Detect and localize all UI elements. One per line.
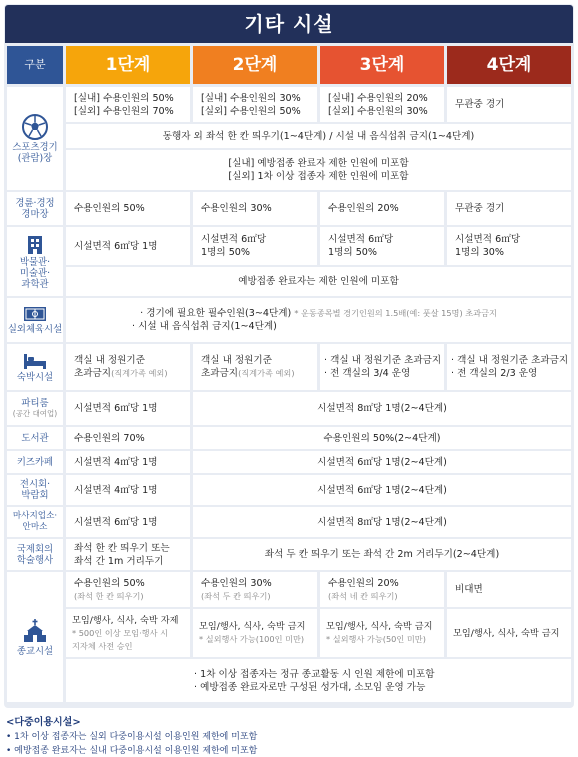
library-label: 도서관 [7, 427, 63, 449]
religion-stage2-capacity: 수용인원의 30% (좌석 두 칸 띄우기) [193, 572, 317, 607]
lodging-stage4: · 객실 내 정원기준 초과금지 · 전 객실의 2/3 운영 [447, 344, 571, 390]
header-stage-3: 3단계 [320, 46, 444, 84]
religion-stage4-capacity: 비대면 [447, 572, 571, 607]
library-stage2-4: 수용인원의 50%(2~4단계) [193, 427, 571, 449]
party-stage1: 시설면적 6㎡당 1명 [66, 392, 190, 425]
party-label: 파티룸 (공간 대여업) [7, 392, 63, 425]
exhibition-label: 전시회· 박람회 [7, 475, 63, 505]
museum-note: 예방접종 완료자는 제한 인원에 미포함 [66, 267, 571, 296]
religion-stage3-events: 모임/행사, 식사, 숙박 금지 * 실외행사 가능(50인 미만) [320, 609, 444, 657]
race-stage3: 수용인원의 20% [320, 192, 444, 225]
lodging-stage1: 객실 내 정원기준 초과금지(직계가족 예외) [66, 344, 190, 390]
indoor-sports-note: · 경기에 필요한 필수인원(3~4단계) * 운동종목별 경기인원의 1.5배(예: 풋살 15명) 초과금지 · 시설 내 음식섭취 금지(1~4단계) [66, 298, 571, 342]
sports-stage1: [실내] 수용인원의 50% [실외] 수용인원의 70% [66, 87, 190, 122]
sports-stage4: 무관중 경기 [447, 87, 571, 122]
sports-label [7, 87, 63, 190]
header-stage-1: 1단계 [66, 46, 190, 84]
exhibition-stage2-4: 시설면적 6㎡당 1명(2~4단계) [193, 475, 571, 505]
building-icon [24, 233, 46, 255]
sports-label-text: 스포츠경기 (관람)장 [12, 141, 58, 164]
kidscafe-stage1: 시설면적 4㎡당 1명 [66, 451, 190, 473]
race-stage2: 수용인원의 30% [193, 192, 317, 225]
sports-note-2: [실내] 예방접종 완료자 제한 인원에 미포함 [실외] 1차 이상 접종자 제한 인원에 미포함 [66, 150, 571, 190]
lodging-stage3: · 객실 내 정원기준 초과금지 · 전 객실의 3/4 운영 [320, 344, 444, 390]
massage-stage1: 시설면적 6㎡당 1명 [66, 507, 190, 537]
lodging-label: 숙박시설 [7, 344, 63, 390]
religion-stage2-events: 모임/행사, 식사, 숙박 금지 * 실외행사 가능(100인 미만) [193, 609, 317, 657]
kidscafe-stage2-4: 시설면적 6㎡당 1명(2~4단계) [193, 451, 571, 473]
sports-stage2: [실내] 수용인원의 30% [실외] 수용인원의 50% [193, 87, 317, 122]
indoor-sports-label: 실외체육시설 [7, 298, 63, 342]
conference-stage1: 좌석 한 칸 띄우기 또는 좌석 간 1m 거리두기 [66, 539, 190, 570]
religion-stage4-events: 모임/행사, 식사, 숙박 금지 [447, 609, 571, 657]
kidscafe-label: 키즈카페 [7, 451, 63, 473]
religion-stage3-capacity: 수용인원의 20% (좌석 네 칸 띄우기) [320, 572, 444, 607]
religion-stage1-events: 모임/행사, 식사, 숙박 자제 * 500인 이상 모임·행사 시 지자체 사전 승인 [66, 609, 190, 657]
religion-stage1-capacity: 수용인원의 50% (좌석 한 칸 띄우기) [66, 572, 190, 607]
footer-heading: <다중이용시설> [6, 717, 81, 728]
conference-stage2-4: 좌석 두 칸 띄우기 또는 좌석 간 2m 거리두기(2~4단계) [193, 539, 571, 570]
museum-stage1: 시설면적 6㎡당 1명 [66, 227, 190, 265]
museum-stage4: 시설면적 6㎡당 1명의 30% [447, 227, 571, 265]
footer-item-2: • 예방접종 완료자는 실내 다중이용시설 이용인원 제한에 미포함 [6, 746, 258, 756]
race-label: 경륜·경정 경마장 [7, 192, 63, 225]
museum-stage2: 시설면적 6㎡당 1명의 50% [193, 227, 317, 265]
sports-note-1: 동행자 외 좌석 한 칸 띄우기(1~4단계) / 시설 내 음식섭취 금지(1~4단계) [66, 124, 571, 148]
race-stage4: 무관중 경기 [447, 192, 571, 225]
page-title: 기타 시설 [5, 5, 573, 43]
header-stage-4: 4단계 [447, 46, 571, 84]
party-stage2-4: 시설면적 8㎡당 1명(2~4단계) [193, 392, 571, 425]
conference-label: 국제회의 학술행사 [7, 539, 63, 570]
header-gubun: 구분 [7, 46, 63, 84]
massage-stage2-4: 시설면적 8㎡당 1명(2~4단계) [193, 507, 571, 537]
museum-stage3: 시설면적 6㎡당 1명의 50% [320, 227, 444, 265]
sports-stage3: [실내] 수용인원의 20% [실외] 수용인원의 30% [320, 87, 444, 122]
lodging-stage2: 객실 내 정원기준 초과금지(직계가족 예외) [193, 344, 317, 390]
footer-item-1: • 1차 이상 접종자는 실외 다중이용시설 이용인원 제한에 미포함 [6, 732, 258, 742]
header-stage-2: 2단계 [193, 46, 317, 84]
bed-icon [23, 352, 47, 370]
religion-label: 종교시설 [7, 572, 63, 702]
religion-note: · 1차 이상 접종자는 정규 종교활동 시 인원 제한에 미포함 · 예방접종 완료자로만 구성된 성가대, 소모임 운영 가능 [66, 659, 571, 702]
library-stage1: 수용인원의 70% [66, 427, 190, 449]
soccer-ball-icon [22, 114, 48, 140]
museum-label: 박물관· 미술관· 과학관 [7, 227, 63, 296]
massage-label: 마사지업소· 안마소 [7, 507, 63, 537]
stadium-icon [23, 306, 47, 322]
exhibition-stage1: 시설면적 4㎡당 1명 [66, 475, 190, 505]
race-stage1: 수용인원의 50% [66, 192, 190, 225]
church-icon [22, 618, 48, 644]
